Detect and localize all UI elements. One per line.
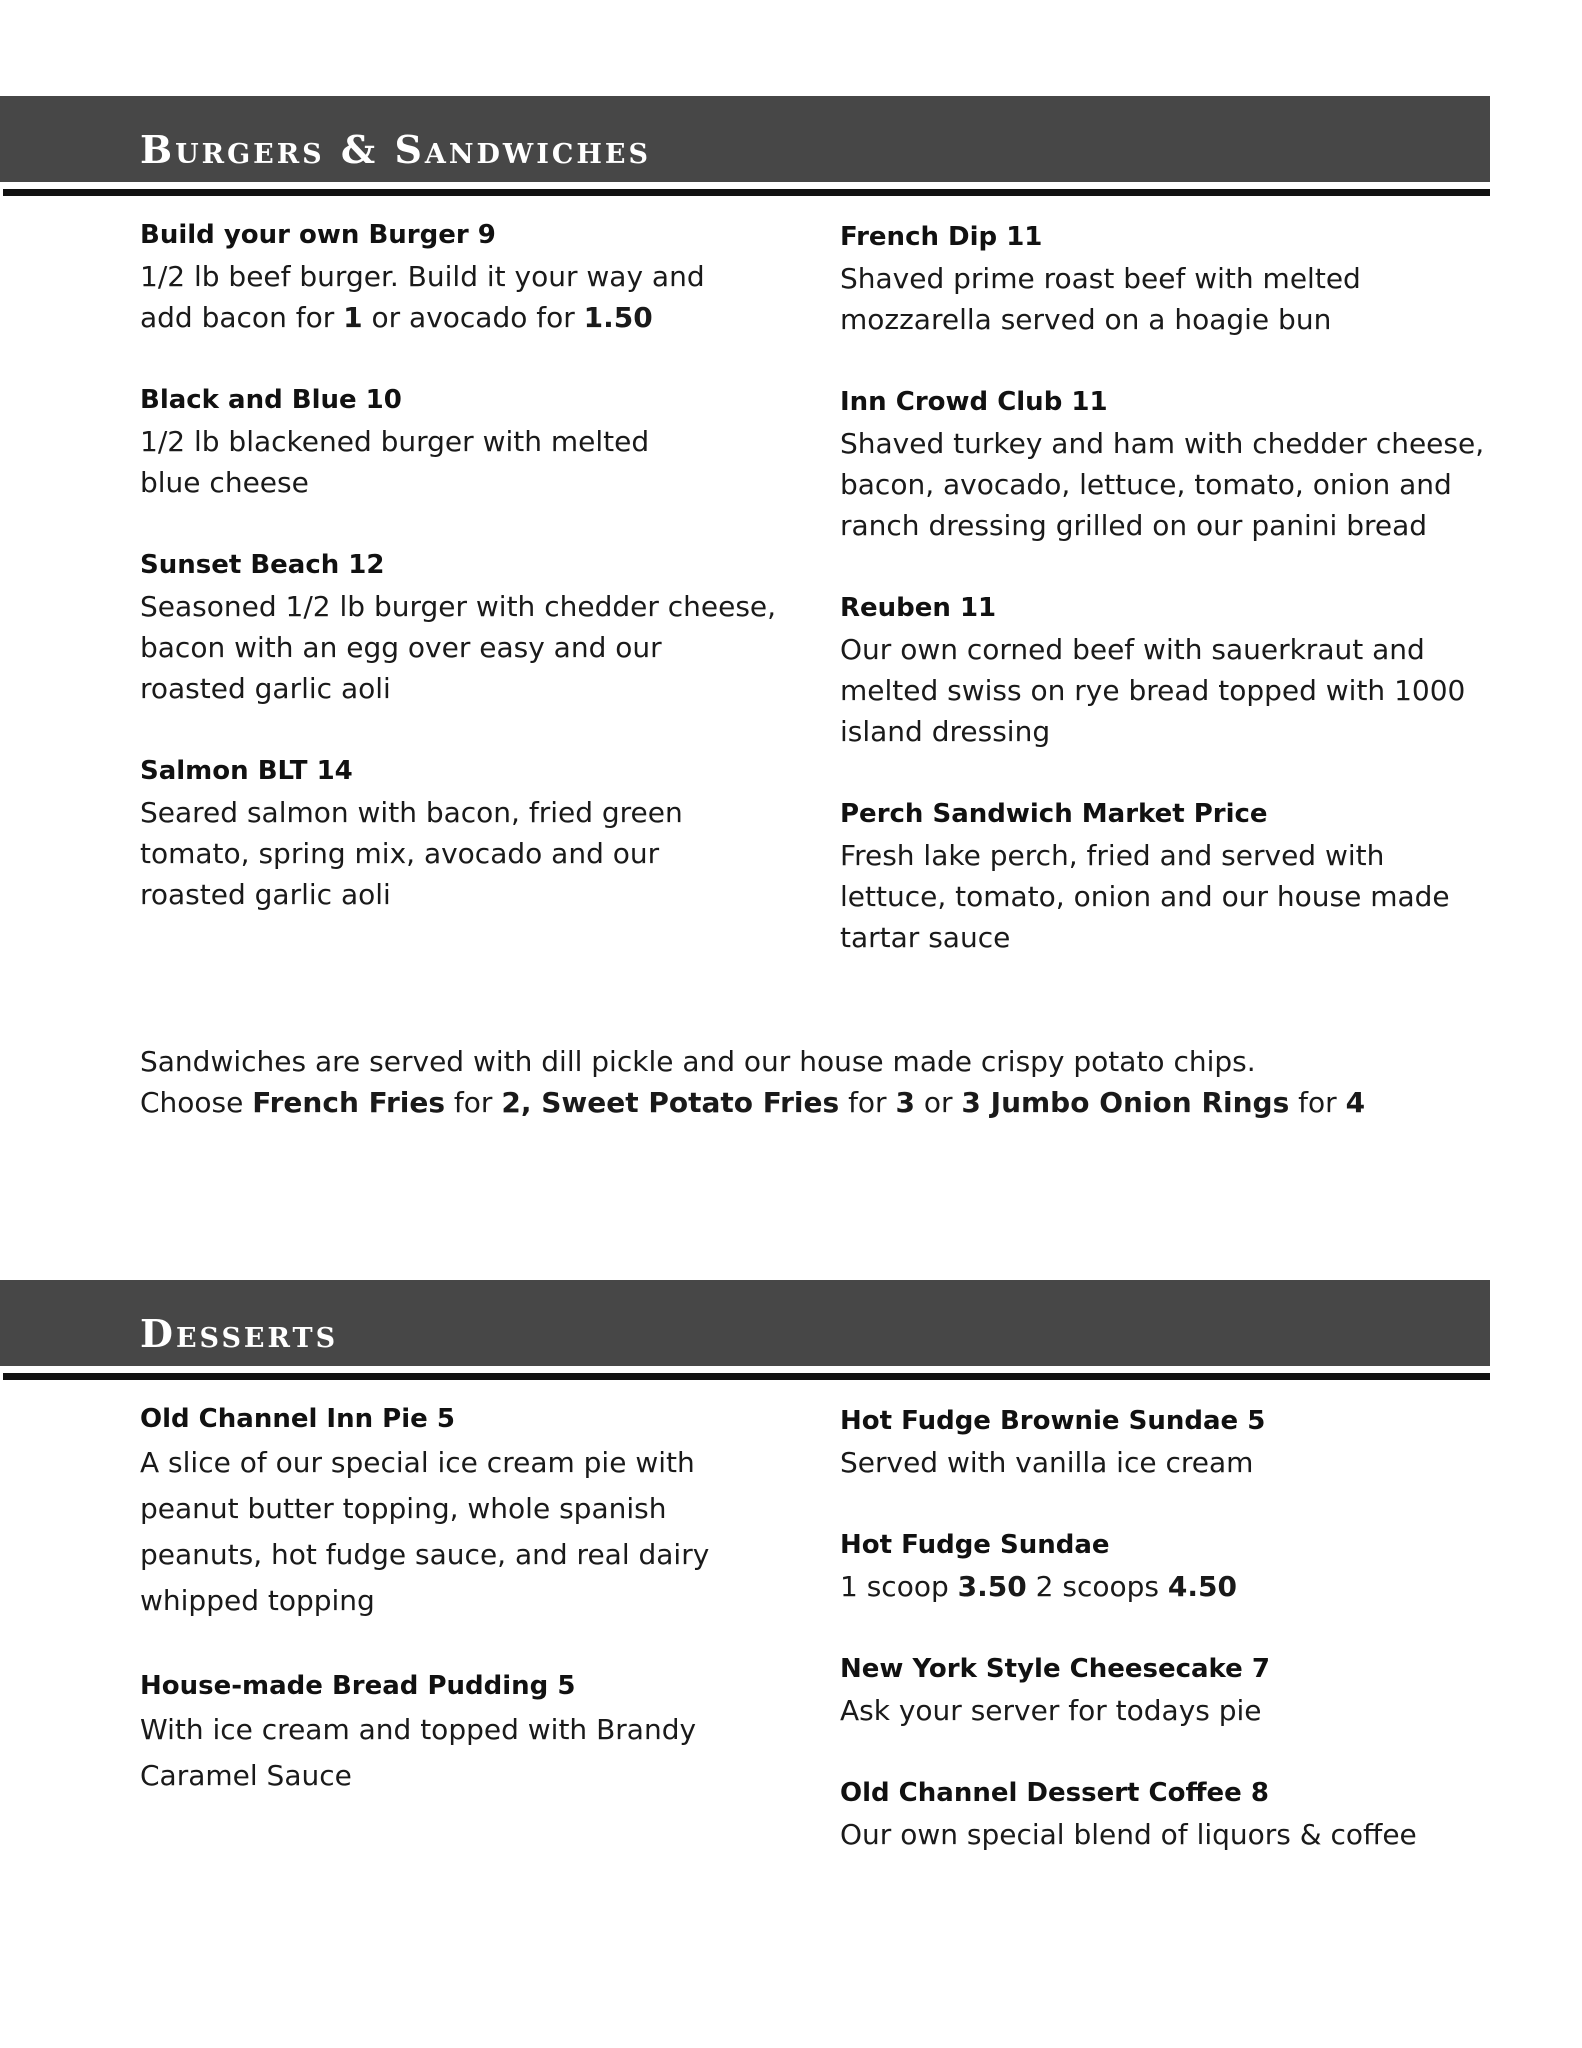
text-fragment: blue cheese — [140, 466, 309, 499]
text-fragment: A slice of our special ice cream pie with — [140, 1446, 695, 1479]
text-fragment: peanut butter topping, whole spanish — [140, 1492, 667, 1525]
text-fragment: for — [445, 1086, 502, 1119]
description-line — [840, 1814, 1500, 1855]
text-fragment: With ice cream and topped with Brandy — [140, 1713, 697, 1746]
text-fragment: Seasoned 1/2 lb burger with chedder cheese, — [140, 590, 777, 623]
text-fragment: 2 scoops — [1026, 1570, 1168, 1603]
text-fragment: Sandwiches are served with dill pickle and our house made crispy potato chips. — [140, 1045, 1256, 1078]
right-column — [840, 1400, 1500, 1896]
menu-item-description — [140, 586, 800, 709]
description-line — [840, 423, 1500, 464]
menu-item-description — [140, 256, 800, 338]
menu-item-description — [840, 835, 1500, 958]
text-fragment: 1/2 lb beef burger. Build it your way and — [140, 260, 705, 293]
text-fragment: Ask your server for todays pie — [840, 1694, 1262, 1727]
price-text: 1 — [343, 301, 363, 334]
price-text: 2, Sweet Potato Fries — [501, 1086, 840, 1119]
text-fragment: bacon with an egg over easy and our — [140, 631, 662, 664]
menu-item — [840, 1524, 1500, 1607]
left-column — [140, 214, 800, 956]
text-fragment: Our own corned beef with sauerkraut and — [840, 633, 1425, 666]
description-line — [140, 256, 800, 297]
description-line — [840, 1442, 1500, 1483]
menu-item-description — [840, 423, 1500, 546]
menu-item-title: Reuben 11 — [840, 593, 997, 623]
price-text: 3 — [895, 1086, 915, 1119]
right-column — [840, 216, 1500, 999]
description-line — [140, 1041, 1365, 1082]
menu-item — [840, 793, 1500, 958]
description-line — [140, 874, 800, 915]
menu-item-description — [140, 1707, 800, 1799]
menu-item — [840, 1648, 1500, 1731]
menu-item-title: Inn Crowd Club 11 — [840, 387, 1108, 417]
text-fragment: Fresh lake perch, fried and served with — [840, 839, 1385, 872]
menu-item-title: New York Style Cheesecake 7 — [840, 1654, 1270, 1684]
menu-item — [840, 1772, 1500, 1855]
description-line — [140, 627, 800, 668]
description-line — [140, 792, 800, 833]
section-banner — [0, 1280, 1490, 1366]
text-fragment: roasted garlic aoli — [140, 878, 391, 911]
text-fragment: roasted garlic aoli — [140, 672, 391, 705]
description-line — [840, 1690, 1500, 1731]
menu-item — [140, 1665, 800, 1799]
divider-line — [3, 1373, 1490, 1380]
description-line — [840, 711, 1500, 752]
text-fragment: melted swiss on rye bread topped with 1000 — [840, 674, 1466, 707]
price-text: French Fries — [252, 1086, 446, 1119]
text-fragment: mozzarella served on a hoagie bun — [840, 303, 1332, 336]
description-line — [840, 505, 1500, 546]
price-text: 3 Jumbo Onion Rings — [961, 1086, 1290, 1119]
left-column — [140, 1398, 800, 1840]
text-fragment: lettuce, tomato, onion and our house made — [840, 880, 1450, 913]
price-text: 1.50 — [583, 301, 653, 334]
description-line — [140, 1578, 800, 1624]
menu-item-title: Sunset Beach 12 — [140, 550, 385, 580]
menu-item-description — [840, 1442, 1500, 1483]
menu-item-description — [140, 792, 800, 915]
sides-note — [140, 1041, 1365, 1123]
menu-item-title: Salmon BLT 14 — [140, 756, 353, 786]
menu-item — [840, 1400, 1500, 1483]
text-fragment: peanuts, hot fudge sauce, and real dairy — [140, 1538, 710, 1571]
description-line — [840, 629, 1500, 670]
description-line — [840, 464, 1500, 505]
price-text: 4.50 — [1167, 1570, 1237, 1603]
menu-item — [140, 1398, 800, 1624]
menu-item — [140, 214, 800, 338]
text-fragment: Shaved prime roast beef with melted — [840, 262, 1361, 295]
description-line — [840, 299, 1500, 340]
description-line — [140, 1707, 800, 1753]
text-fragment: tartar sauce — [840, 921, 1011, 954]
text-fragment: add bacon for — [140, 301, 344, 334]
text-fragment: 1 scoop — [840, 1570, 958, 1603]
menu-item-description — [840, 1814, 1500, 1855]
menu-item-title: Black and Blue 10 — [140, 385, 402, 415]
menu-item-title: Perch Sandwich Market Price — [840, 799, 1268, 829]
text-fragment: for — [1289, 1086, 1346, 1119]
description-line — [140, 297, 800, 338]
text-fragment: Seared salmon with bacon, fried green — [140, 796, 683, 829]
description-line — [840, 258, 1500, 299]
description-line — [840, 670, 1500, 711]
description-line — [140, 833, 800, 874]
description-line — [140, 1486, 800, 1532]
description-line — [140, 1082, 1365, 1123]
text-fragment: 1/2 lb blackened burger with melted — [140, 425, 650, 458]
menu-item-title: Old Channel Inn Pie 5 — [140, 1404, 455, 1434]
menu-item-title: Build your own Burger 9 — [140, 220, 496, 250]
text-fragment: whipped topping — [140, 1584, 375, 1617]
menu-item-description — [840, 258, 1500, 340]
description-line — [140, 668, 800, 709]
description-line — [840, 835, 1500, 876]
text-fragment: tomato, spring mix, avocado and our — [140, 837, 660, 870]
section-title: Desserts — [140, 1311, 339, 1356]
description-line — [140, 586, 800, 627]
section-banner — [0, 96, 1490, 182]
section-title: Burgers & Sandwiches — [140, 127, 651, 172]
text-fragment: Choose — [140, 1086, 253, 1119]
menu-item-title: Old Channel Dessert Coffee 8 — [840, 1778, 1269, 1808]
menu-item — [140, 379, 800, 503]
menu-item-description — [840, 629, 1500, 752]
description-line — [840, 1566, 1500, 1607]
menu-item-description — [140, 1440, 800, 1624]
text-fragment: or — [914, 1086, 962, 1119]
text-fragment: island dressing — [840, 715, 1051, 748]
menu-item — [140, 750, 800, 915]
menu-item — [840, 381, 1500, 546]
menu-item-title: Hot Fudge Brownie Sundae 5 — [840, 1406, 1266, 1436]
menu-item — [840, 216, 1500, 340]
text-fragment: Caramel Sauce — [140, 1759, 352, 1792]
description-line — [140, 1753, 800, 1799]
menu-item-description — [840, 1690, 1500, 1731]
description-line — [140, 1440, 800, 1486]
menu-item-title: House-made Bread Pudding 5 — [140, 1671, 576, 1701]
description-line — [840, 876, 1500, 917]
menu-item-title: French Dip 11 — [840, 222, 1043, 252]
menu-item-description — [840, 1566, 1500, 1607]
text-fragment: or avocado for — [362, 301, 584, 334]
text-fragment: Served with vanilla ice cream — [840, 1446, 1254, 1479]
text-fragment: Shaved turkey and ham with chedder cheese, — [840, 427, 1485, 460]
text-fragment: for — [839, 1086, 896, 1119]
description-line — [140, 421, 800, 462]
description-line — [840, 917, 1500, 958]
description-line — [140, 1532, 800, 1578]
price-text: 4 — [1345, 1086, 1366, 1119]
text-fragment: Our own special blend of liquors & coffee — [840, 1818, 1417, 1851]
menu-item-description — [140, 421, 800, 503]
divider-line — [3, 189, 1490, 196]
description-line — [140, 462, 800, 503]
menu-item — [140, 544, 800, 709]
price-text: 3.50 — [957, 1570, 1027, 1603]
menu-item-title: Hot Fudge Sundae — [840, 1530, 1110, 1560]
text-fragment: ranch dressing grilled on our panini bread — [840, 509, 1428, 542]
text-fragment: bacon, avocado, lettuce, tomato, onion and — [840, 468, 1452, 501]
menu-item — [840, 587, 1500, 752]
